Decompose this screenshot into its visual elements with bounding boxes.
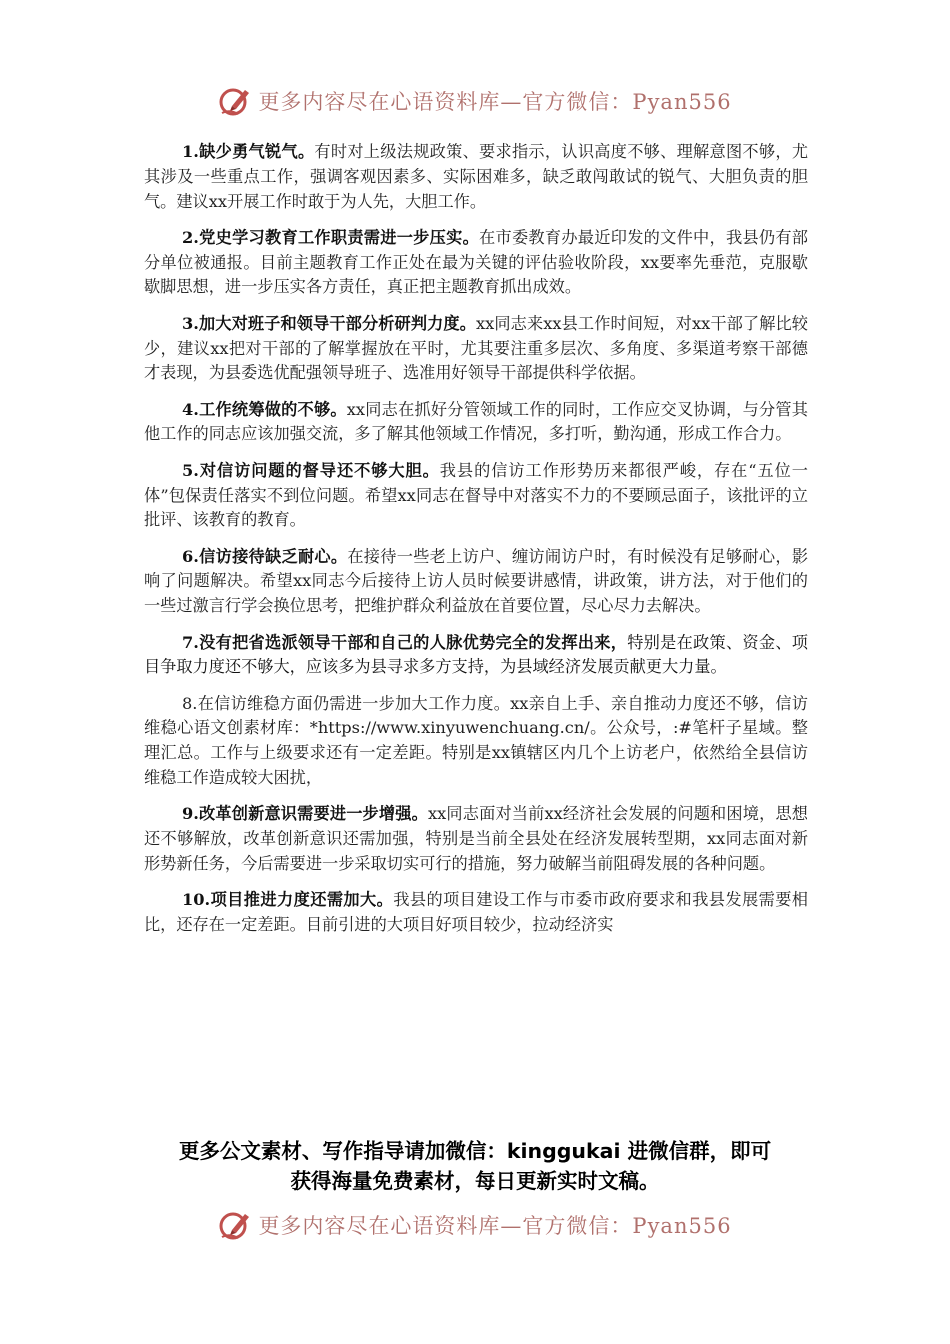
paragraph-heading: 7.没有把省选派领导干部和自己的人脉优势完全的发挥出来， [182,632,628,652]
paragraph-heading: 1.缺少勇气锐气。 [182,142,315,161]
paragraph-text: 我县的项目建设工作与市委市政府要求和我县发展需要相比，还存在一定差距。目前引进的大项目好项目较少，拉动经济实 [144,890,808,935]
paragraph-text: 特别是在政策、资金、项目争取力度还不够大，应该多为县寻求多方支持，为县域经济发展贡献更大力量。 [144,632,808,677]
paragraph-heading: 5.对信访问题的督导还不够大胆。 [182,460,440,480]
paragraph-heading: 4.工作统筹做的不够。 [182,399,347,419]
paragraph-2 [144,226,808,300]
paragraph-heading: 3.加大对班子和领导干部分析研判力度。 [182,313,477,333]
paragraph-text: 8.在信访维稳方面仍需进一步加大工作力度。xx亲自上手、亲自推动力度还不够，信访维稳心语文创素材库：*https://www.xinyuwenchuang.cn/。公众号，:#笔杆子星域。整理汇总。工作与上级要求还有一定差距。特别是xx镇辖区内几个上访老户，依然给全县信访维稳工作造成较大困扰， [144,693,808,788]
paragraph-text: xx同志在抓好分管领域工作的同时，工作应交叉协调，与分管其他工作的同志应该加强交流，多了解其他领域工作情况，多打听，勤沟通，形成工作合力。 [144,399,808,444]
promo-line-1: 更多公文素材、写作指导请加微信：kinggukai 进微信群，即可 [178,1139,772,1163]
paragraph-3 [144,312,808,386]
paragraph-heading: 9.改革创新意识需要进一步增强。 [182,804,428,824]
paragraph-heading: 10.项目推进力度还需加大。 [182,890,394,910]
footer-banner-text: 更多内容尽在心语资料库—官方微信：Pyan556 [258,1214,732,1238]
paragraph-text: 在市委教育办最近印发的文件中，我县仍有部分单位被通报。目前主题教育工作正处在最为关键的评估验收阶段，xx要率先垂范，克服歇歇脚思想，进一步压实各方责任，真正把主题教育抓出成效。 [144,227,808,297]
pen-nib-logo-icon [218,1208,252,1242]
paragraph-8 [144,692,808,791]
paragraph-text: 在接待一些老上访户、缠访闹访户时，有时候没有足够耐心，影响了问题解决。希望xx同志今后接待上访人员时候要讲感情，讲政策，讲方法，对于他们的一些过激言行学会换位思考，把维护群众利益放在首要位置，尽心尽力去解决。 [144,546,809,616]
paragraph-heading: 6.信访接待缺乏耐心。 [182,546,348,566]
paragraph-5 [144,459,808,533]
paragraph-9 [144,802,808,876]
pen-nib-logo-icon [218,84,252,118]
paragraph-text: xx同志来xx县工作时间短，对xx干部了解比较少，建议xx把对干部的了解掌握放在平时，尤其要注重多层次、多角度、多渠道考察干部德才表现，为县委选优配强领导班子、选准用好领导干部提供科学依据。 [144,313,808,383]
article-body [144,140,808,949]
promo-notice [0,1136,950,1196]
header-banner [0,84,950,124]
footer-banner [0,1208,950,1248]
paragraph-7 [144,631,808,681]
paragraph-text: xx同志面对当前xx经济社会发展的问题和困境，思想还不够解放，改革创新意识还需加强，特别是当前全县处在经济发展转型期，xx同志面对新形势新任务，今后需要进一步采取切实可行的措施，努力破解当前阻碍发展的各种问题。 [144,804,808,873]
paragraph-heading: 2.党史学习教育工作职责需进一步压实。 [182,227,480,247]
paragraph-10 [144,888,808,938]
promo-line-2: 获得海量免费素材，每日更新实时文稿。 [290,1169,660,1193]
paragraph-6 [144,545,808,619]
paragraph-text: 有时对上级法规政策、要求指示，认识高度不够、理解意图不够，尤其涉及一些重点工作，强调客观因素多、实际困难多，缺乏敢闯敢试的锐气、大胆负责的胆气。建议xx开展工作时敢于为人先，大胆工作。 [144,142,809,211]
paragraph-4 [144,398,808,448]
header-banner-text: 更多内容尽在心语资料库—官方微信：Pyan556 [258,90,732,114]
paragraph-1 [144,140,808,214]
paragraph-text: 我县的信访工作形势历来都很严峻，存在“五位一体”包保责任落实不到位问题。希望xx同志在督导中对落实不力的不要顾忌面子，该批评的立批评、该教育的教育。 [144,460,808,530]
